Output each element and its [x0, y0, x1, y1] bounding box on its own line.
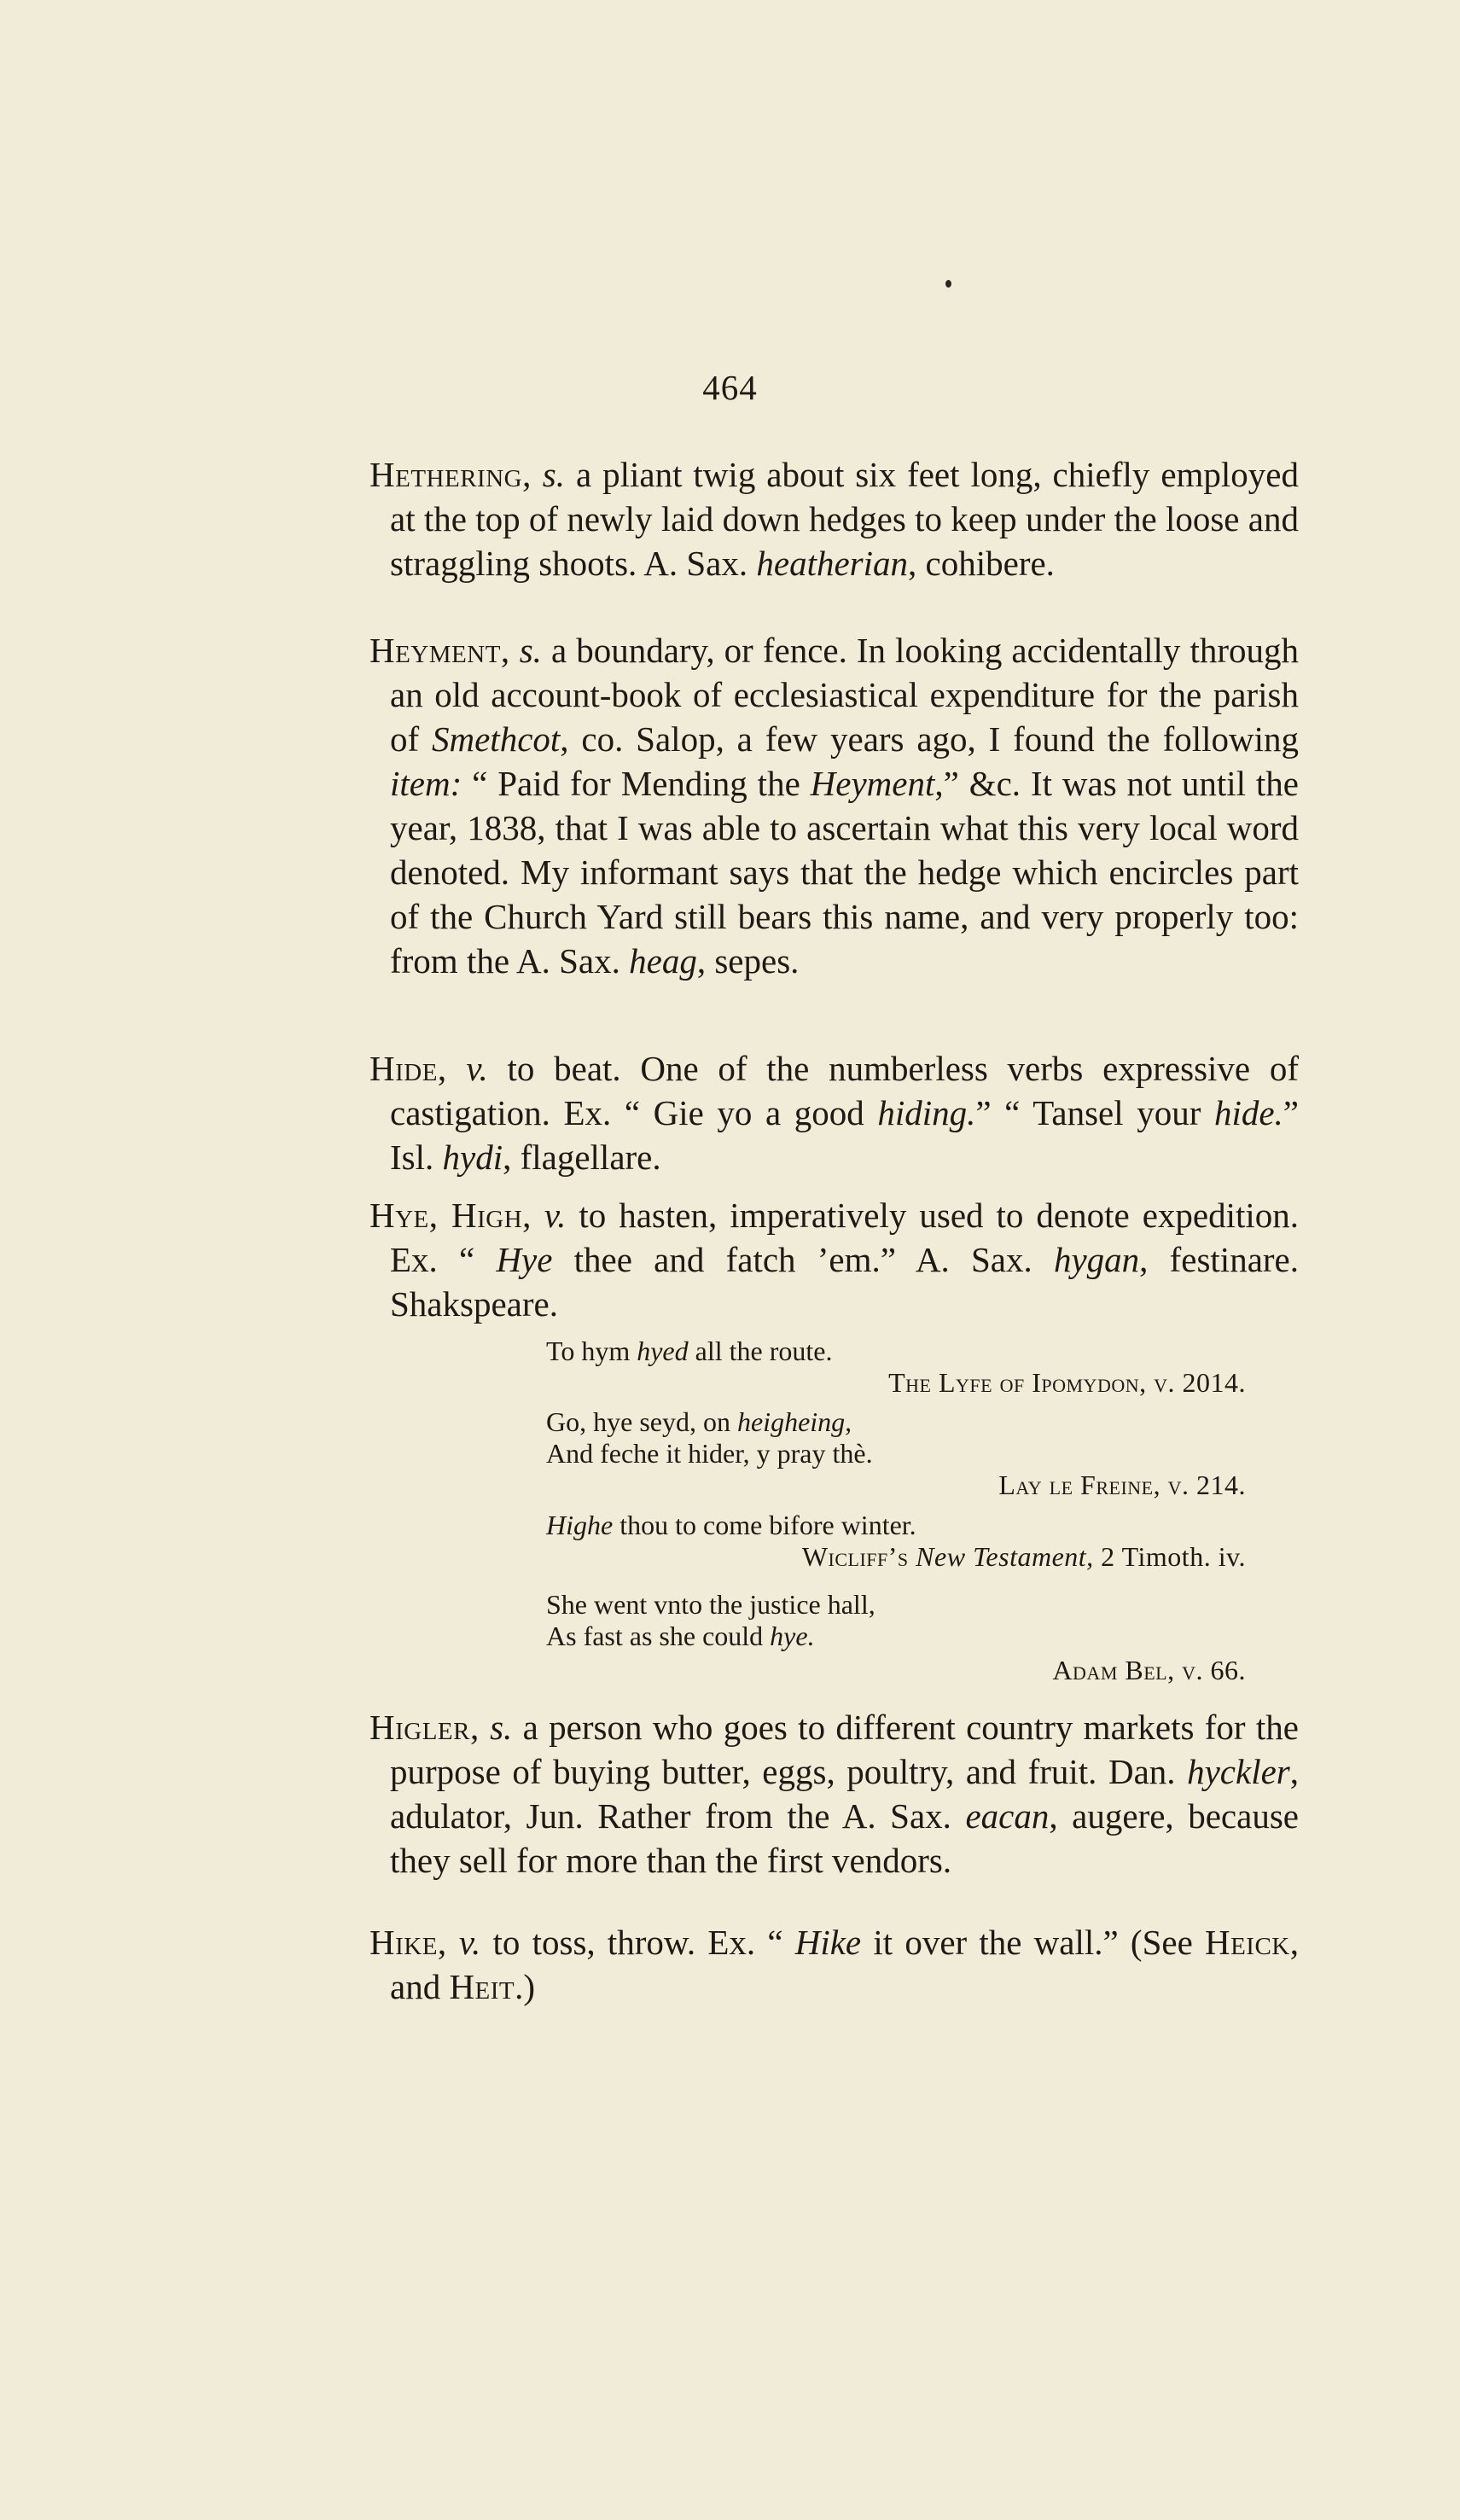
entry-hike	[369, 1920, 1299, 2009]
part-of-speech: s.	[542, 455, 566, 494]
part-of-speech: s.	[490, 1708, 513, 1747]
cross-reference: Heit	[449, 1967, 515, 2006]
quotation-source: Adam Bel, v. 66.	[1052, 1655, 1246, 1685]
definition: to hasten, imperatively used to denote expedition. Ex. “	[390, 1196, 1300, 1279]
definition-cont: ” “ Tansel your	[975, 1093, 1214, 1132]
part-of-speech: v.	[458, 1923, 481, 1962]
ink-speck	[945, 280, 951, 288]
verse-line: To hym hyed all the route.	[546, 1336, 833, 1366]
verse-line: Go, hye seyd, on heigheing,	[546, 1406, 852, 1437]
example-word: hiding.	[877, 1093, 976, 1132]
quotation-source: Lay le Freine, v. 214.	[998, 1470, 1246, 1500]
quotation-lay-le-freine	[546, 1406, 1246, 1501]
etymology: hydi	[442, 1138, 503, 1177]
verse-line: And feche it hider, y pray thè.	[546, 1438, 873, 1469]
entry-hethering	[369, 452, 1299, 585]
definition-tail: , cohibere.	[908, 544, 1055, 583]
headword: Hye, High,	[369, 1196, 532, 1235]
definition-tail: , sepes.	[696, 941, 800, 981]
part-of-speech: v.	[466, 1049, 488, 1088]
headword: Hide,	[369, 1049, 447, 1088]
quotation-wicliff	[546, 1510, 1246, 1573]
etymology: heatherian	[756, 544, 909, 583]
quotation-source: The Lyfe of Ipomydon, v. 2014.	[888, 1367, 1246, 1398]
definition: a pliant twig about six feet long, chiefly employed at the top of newly laid down hedges to keep under the loose and straggling shoots. A. Sax.	[390, 455, 1300, 583]
entry-higler	[369, 1705, 1299, 1883]
example-word: Hike	[794, 1923, 862, 1962]
definition: a boundary, or fence. In looking accidentally through an old account-book of ecclesiastical expenditure for the parish of	[390, 631, 1299, 759]
place-name: Smethcot	[432, 719, 561, 759]
entry-hye-high	[369, 1193, 1299, 1326]
verse-line: Highe thou to come bifore winter.	[546, 1510, 916, 1540]
cross-reference: Heick	[1204, 1923, 1290, 1962]
quotation-adam-bel	[546, 1589, 1246, 1686]
verse-line: As fast as she could hye.	[546, 1621, 815, 1651]
entry-hide	[369, 1046, 1299, 1179]
quoted-word: Heyment	[810, 764, 935, 803]
entry-heyment	[369, 628, 1299, 983]
headword: Hike,	[369, 1923, 447, 1962]
definition: to beat. One of the numberless verbs expressive of castigation. Ex. “ Gie yo a good	[390, 1049, 1299, 1132]
headword: Higler,	[369, 1708, 480, 1747]
part-of-speech: s.	[519, 631, 542, 670]
definition-cont: ,” &c. It was not until the year, 1838, that I was able to ascertain what this very local word denoted. My informant says that the hedge which encircles part of the Church Yard still bears this name, and very properly too: from the A. Sax.	[390, 764, 1300, 981]
definition-cont: , adulator, Jun. Rather from the A. Sax.	[390, 1752, 1299, 1836]
definition-tail: , festinare. Shakspeare.	[390, 1240, 1299, 1324]
quotation-ipomydon	[546, 1336, 1246, 1399]
definition-cont: , co. Salop, a few years ago, I found the following	[560, 719, 1299, 759]
definition-tail: , flagellare.	[503, 1138, 661, 1177]
verse-line: She went vnto the justice hall,	[546, 1589, 875, 1620]
example-word: hide.	[1213, 1093, 1283, 1132]
etymology: heag	[629, 941, 697, 981]
definition-cont: , and	[390, 1923, 1300, 2006]
quotation-source: Wicliff’s New Testament, 2 Timoth. iv.	[801, 1541, 1246, 1572]
definition: to toss, throw. Ex. “	[492, 1923, 795, 1962]
etymology: hyckler	[1187, 1752, 1290, 1791]
definition-cont: it over the wall.” (See	[861, 1923, 1205, 1962]
definition-cont: thee and fatch ’em.” A. Sax.	[552, 1240, 1054, 1279]
definition-tail: , augere, because they sell for more than the first vendors.	[390, 1796, 1299, 1880]
page-number: 464	[702, 368, 758, 407]
definition-cont: “ Paid for Mending the	[462, 764, 811, 803]
headword: Heyment,	[369, 631, 510, 670]
etymology: hygan	[1053, 1240, 1140, 1279]
example-word: Hye	[496, 1240, 553, 1279]
definition-tail: .)	[515, 1967, 536, 2006]
headword: Hethering,	[369, 455, 532, 494]
part-of-speech: v.	[544, 1196, 567, 1235]
item-word: item:	[390, 764, 462, 803]
definition: a person who goes to different country markets for the purpose of buying butter, eggs, poultry, and fruit. Dan.	[390, 1708, 1300, 1791]
etymology: eacan	[965, 1796, 1050, 1836]
definition-cont: ” Isl.	[390, 1093, 1299, 1177]
